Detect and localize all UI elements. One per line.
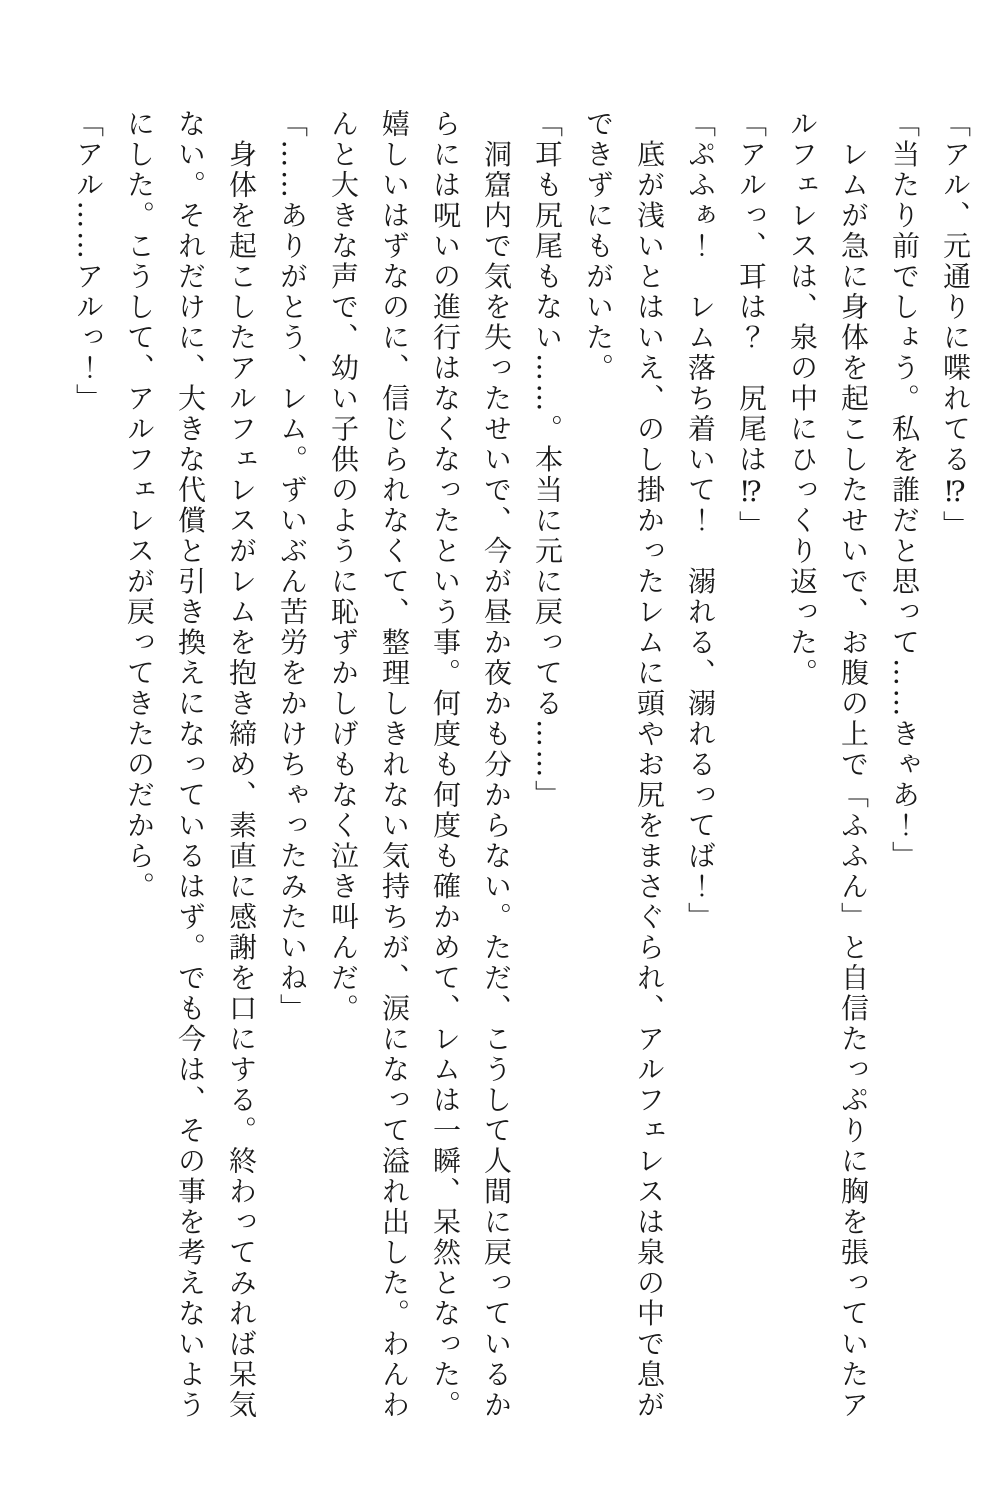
paragraph-dialogue: 「アルっ、耳は？ 尻尾は⁉」 [735,109,768,541]
paragraph-dialogue: 「アル……アルっ！」 [72,109,105,414]
paragraph-narration: 底が浅いとはいえ、のし掛かったレムに頭やお尻をまさぐられ、アルフェレスは泉の中で息ができずにもがいた。 [582,109,666,1421]
paragraph-dialogue: 「ぷふぁ！ レム落ち着いて！ 溺れる、溺れるってば！」 [684,109,717,933]
paragraph-narration: 身体を起こしたアルフェレスがレムを抱き締め、素直に感謝を口にする。終わってみれば呆気ない。それだけに、大きな代償と引き換えになっているはず。でも今は、その事を考えないようにした。こうして、アルフェレスが戻ってきたのだから。 [123,109,258,1421]
paragraph-dialogue: 「耳も尻尾もない……。本当に元に戻ってる……」 [531,109,564,811]
vertical-text-block [63,109,981,1427]
paragraph-dialogue: 「当たり前でしょう。私を誰だと思って……きゃあ！」 [888,109,921,872]
paragraph-dialogue: 「アル、元通りに喋れてる⁉」 [939,109,972,541]
paragraph-narration: 洞窟内で気を失ったせいで、今が昼か夜かも分からない。ただ、こうして人間に戻っているからには呪いの進行はなくなったという事。何度も何度も確かめて、レムは一瞬、呆然となった。嬉しいはずなのに、信じられなくて、整理しきれない気持ちが、涙になって溢れ出した。わんわんと大きな声で、幼い子供のように恥ずかしげもなく泣き叫んだ。 [327,109,513,1421]
paragraph-dialogue: 「……ありがとう、レム。ずいぶん苦労をかけちゃったみたいね」 [276,109,309,1024]
paragraph-narration: レムが急に身体を起こしたせいで、お腹の上で「ふふん」と自信たっぷりに胸を張っていたアルフェレスは、泉の中にひっくり返った。 [786,109,870,1421]
